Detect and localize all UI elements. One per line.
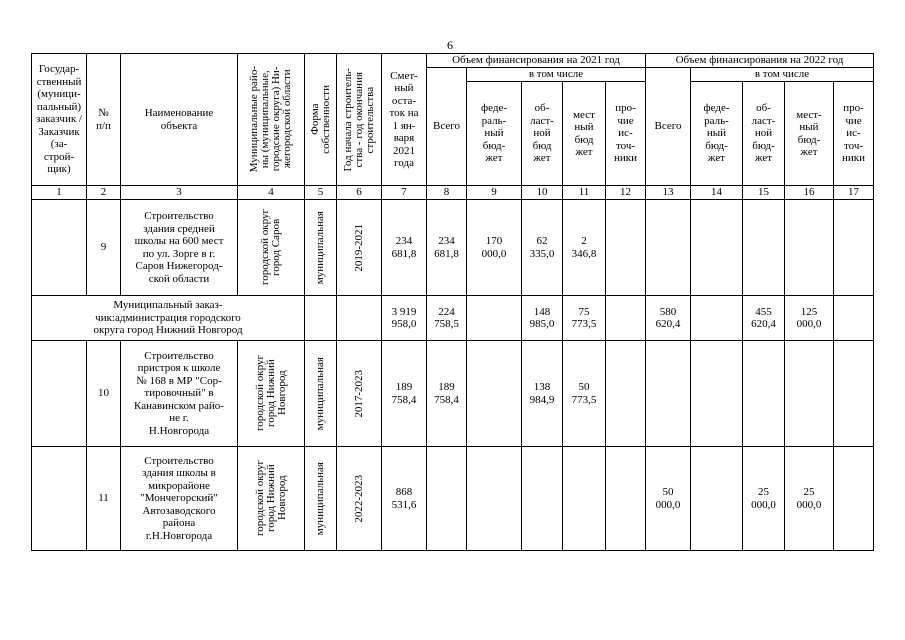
customer-cell (32, 447, 87, 551)
col-number: 4 (238, 186, 305, 200)
regional-2021-cell: 62 335,0 (522, 200, 563, 296)
col-number: 15 (743, 186, 785, 200)
col-number: 6 (337, 186, 382, 200)
estimate-cell: 868 531,6 (382, 447, 427, 551)
header-local-2022: мест- ный бюд- жет (785, 82, 834, 186)
header-total-2022: Всего (646, 68, 691, 186)
federal-2021-cell (467, 296, 522, 341)
table-row (32, 200, 874, 296)
table-row (32, 447, 874, 551)
ownership-cell: муниципальная (305, 447, 337, 551)
other-2022-cell (834, 341, 874, 447)
years-cell: 2019-2021 (337, 200, 382, 296)
federal-2021-cell (467, 341, 522, 447)
col-number: 11 (563, 186, 606, 200)
total-2021-cell: 224 758,5 (427, 296, 467, 341)
header-regional-2022: об- ласт- ной бюд- жет (743, 82, 785, 186)
federal-2022-cell (691, 200, 743, 296)
ownership-cell (305, 296, 337, 341)
col-number: 10 (522, 186, 563, 200)
municipality-cell: городской округ город Саров (238, 200, 305, 296)
object-name: Строительство пристроя к школе № 168 в МР "Сор- тировочный" в Канавинском райо- не г. Н.Новгорода (121, 341, 238, 447)
regional-2021-cell: 148 985,0 (522, 296, 563, 341)
total-2022-cell (646, 200, 691, 296)
total-2022-cell (646, 341, 691, 447)
estimate-cell: 3 919 958,0 (382, 296, 427, 341)
col-number: 2 (87, 186, 121, 200)
other-2022-cell (834, 447, 874, 551)
col-number: 3 (121, 186, 238, 200)
header-total-2021: Всего (427, 68, 467, 186)
local-2021-cell: 75 773,5 (563, 296, 606, 341)
regional-2022-cell: 25 000,0 (743, 447, 785, 551)
local-2022-cell: 25 000,0 (785, 447, 834, 551)
years-cell: 2017-2023 (337, 341, 382, 447)
header-other-2022: про- чие ис- точ- ники (834, 82, 874, 186)
customer-summary-row (32, 296, 874, 341)
header-no: № п/п (87, 54, 121, 186)
row-number: 11 (87, 447, 121, 551)
other-2021-cell (606, 447, 646, 551)
column-number-row (32, 186, 874, 200)
federal-2022-cell (691, 341, 743, 447)
table-row (32, 341, 874, 447)
federal-2022-cell (691, 447, 743, 551)
header-fin-2021: Объем финансирования на 2021 год (427, 54, 646, 68)
header-regional-2021: об- ласт- ной бюд жет (522, 82, 563, 186)
customer-cell (32, 200, 87, 296)
years-cell: 2022-2023 (337, 447, 382, 551)
local-2022-cell (785, 200, 834, 296)
header-name: Наименование объекта (121, 54, 238, 186)
header-incl-2022: в том числе (691, 68, 874, 82)
municipality-cell: городской округ город Нижний Новгород (238, 447, 305, 551)
header-customer: Государ- ственный (муници- пальный) заказчик / Заказчик (за- строй- щик) (32, 54, 87, 186)
estimate-cell: 234 681,8 (382, 200, 427, 296)
municipality-cell: городской округ город Нижний Новгород (238, 341, 305, 447)
header-fin-2022: Объем финансирования на 2022 год (646, 54, 874, 68)
row-number: 10 (87, 341, 121, 447)
col-number: 12 (606, 186, 646, 200)
regional-2022-cell (743, 200, 785, 296)
object-name: Строительство здания средней школы на 600 мест по ул. Зорге в г. Саров Нижегород- ской области (121, 200, 238, 296)
header-years: Год начала строитель- ства - год окончания строительства (337, 54, 382, 186)
local-2021-cell: 50 773,5 (563, 341, 606, 447)
regional-2022-cell: 455 620,4 (743, 296, 785, 341)
col-number: 9 (467, 186, 522, 200)
row-number: 9 (87, 200, 121, 296)
total-2022-cell: 50 000,0 (646, 447, 691, 551)
header-federal-2021: феде- раль- ный бюд- жет (467, 82, 522, 186)
other-2021-cell (606, 296, 646, 341)
header-estimate: Смет- ный оста- ток на 1 ян- варя 2021 года (382, 54, 427, 186)
col-number: 14 (691, 186, 743, 200)
years-cell (337, 296, 382, 341)
col-number: 8 (427, 186, 467, 200)
ownership-cell: муниципальная (305, 341, 337, 447)
local-2021-cell: 2 346,8 (563, 200, 606, 296)
local-2021-cell (563, 447, 606, 551)
other-2021-cell (606, 341, 646, 447)
header-local-2021: мест ный бюд жет (563, 82, 606, 186)
other-2022-cell (834, 200, 874, 296)
col-number: 5 (305, 186, 337, 200)
customer-summary: Муниципальный заказ- чик:администрация городского округа город Нижний Новгород (32, 296, 305, 341)
regional-2022-cell (743, 341, 785, 447)
total-2022-cell: 580 620,4 (646, 296, 691, 341)
col-number: 17 (834, 186, 874, 200)
total-2021-cell: 234 681,8 (427, 200, 467, 296)
col-number: 13 (646, 186, 691, 200)
ownership-cell: муниципальная (305, 200, 337, 296)
financing-table (31, 53, 874, 551)
total-2021-cell: 189 758,4 (427, 341, 467, 447)
header-ownership: Форма собственности (305, 54, 337, 186)
col-number: 7 (382, 186, 427, 200)
regional-2021-cell (522, 447, 563, 551)
header-municipality: Муниципальные райо- ны (муниципальные, городские округа) Ни- жегородской области (238, 54, 305, 186)
col-number: 16 (785, 186, 834, 200)
federal-2021-cell: 170 000,0 (467, 200, 522, 296)
estimate-cell: 189 758,4 (382, 341, 427, 447)
local-2022-cell: 125 000,0 (785, 296, 834, 341)
other-2022-cell (834, 296, 874, 341)
total-2021-cell (427, 447, 467, 551)
federal-2022-cell (691, 296, 743, 341)
local-2022-cell (785, 341, 834, 447)
object-name: Строительство здания школы в микрорайоне "Мончегорский" Автозаводского района г.Н.Новгорода (121, 447, 238, 551)
other-2021-cell (606, 200, 646, 296)
regional-2021-cell: 138 984,9 (522, 341, 563, 447)
customer-cell (32, 341, 87, 447)
header-other-2021: про- чие ис- точ- ники (606, 82, 646, 186)
page-number: 6 (447, 38, 453, 52)
header-federal-2022: федe- раль- ный бюд- жет (691, 82, 743, 186)
col-number: 1 (32, 186, 87, 200)
federal-2021-cell (467, 447, 522, 551)
header-incl-2021: в том числе (467, 68, 646, 82)
